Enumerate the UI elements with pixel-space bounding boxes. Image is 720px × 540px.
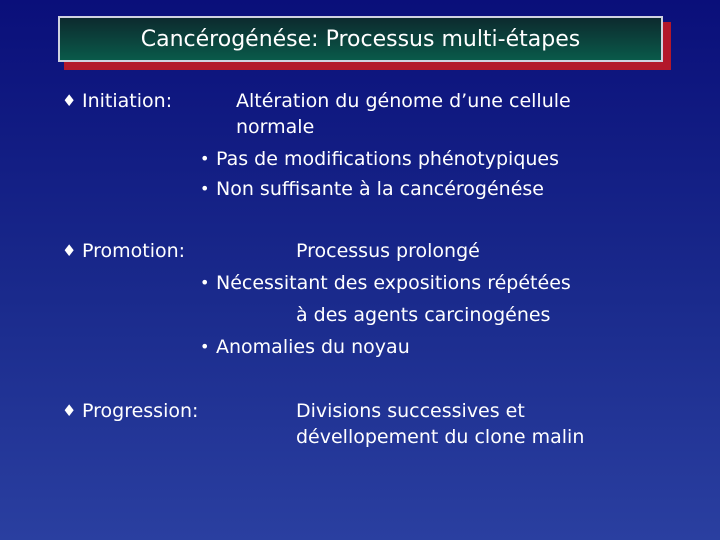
diamond-bullet-icon: ♦ bbox=[62, 241, 77, 260]
initiation-description-line-2: normale bbox=[236, 116, 315, 138]
bullet-icon: • bbox=[200, 273, 210, 292]
bullet-icon: • bbox=[200, 179, 210, 198]
diamond-bullet-icon: ♦ bbox=[62, 401, 77, 420]
promotion-bullet-1-line-1: Nécessitant des expositions répétées bbox=[216, 272, 571, 294]
progression-description-line-1: Divisions successives et bbox=[296, 400, 525, 422]
diamond-bullet-icon: ♦ bbox=[62, 91, 77, 110]
progression-description-line-2: dévellopement du clone malin bbox=[296, 426, 585, 448]
section-label-promotion: Promotion: bbox=[82, 240, 186, 262]
promotion-bullet-2: Anomalies du noyau bbox=[216, 336, 410, 358]
title-box bbox=[58, 16, 663, 62]
bullet-icon: • bbox=[200, 149, 210, 168]
bullet-icon: • bbox=[200, 337, 210, 356]
promotion-bullet-1-line-2: à des agents carcinogénes bbox=[296, 304, 551, 326]
section-label-initiation: Initiation: bbox=[82, 90, 173, 112]
initiation-bullet-1: Pas de modifications phénotypiques bbox=[216, 148, 560, 170]
initiation-description-line-1: Altération du génome d’une cellule bbox=[236, 90, 571, 112]
initiation-bullet-2: Non suffisante à la cancérogénése bbox=[216, 178, 544, 200]
promotion-description: Processus prolongé bbox=[296, 240, 480, 262]
section-label-progression: Progression: bbox=[82, 400, 199, 422]
slide-title: Cancérogénése: Processus multi-étapes bbox=[140, 26, 581, 52]
